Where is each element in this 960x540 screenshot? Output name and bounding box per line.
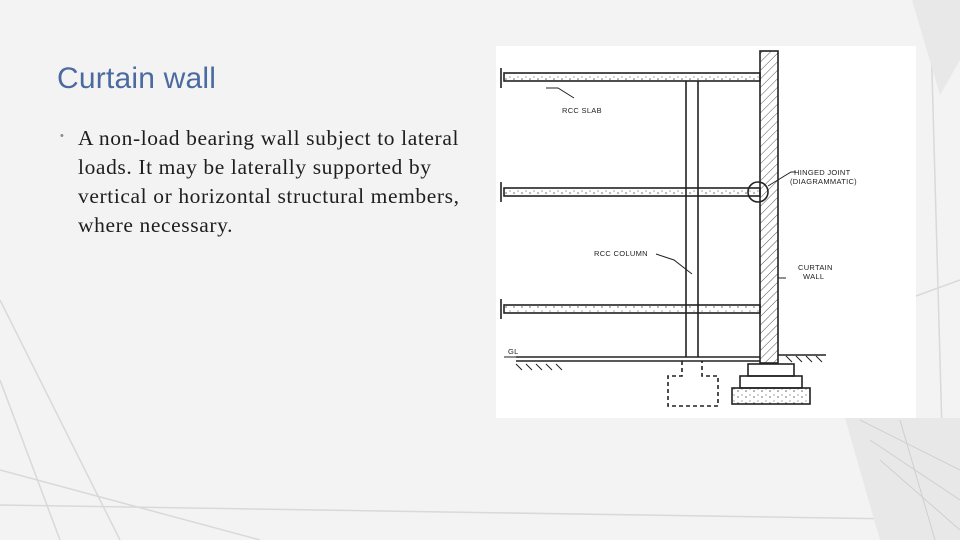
- bullet-marker: •: [60, 130, 64, 142]
- curtain-wall-diagram: [496, 46, 916, 418]
- label-hinged-joint-note: (DIAGRAMMATIC): [790, 177, 857, 186]
- bullet-text: A non-load bearing wall subject to lateral loads. It may be laterally supported by vertical or horizontal structural members, where necessary.: [78, 126, 460, 237]
- label-rcc-slab: RCC SLAB: [562, 106, 602, 115]
- curtain-wall-drawing: [496, 46, 916, 418]
- label-rcc-column: RCC COLUMN: [594, 249, 648, 258]
- label-curtain-wall-2: WALL: [803, 272, 825, 281]
- bullet-item: [60, 124, 500, 240]
- bullet-list: [60, 124, 500, 240]
- label-hinged-joint: HINGED JOINT: [794, 168, 851, 177]
- label-ground-level: GL: [508, 347, 519, 356]
- label-curtain-wall: CURTAIN: [798, 263, 833, 272]
- slide-title: Curtain wall: [57, 62, 217, 95]
